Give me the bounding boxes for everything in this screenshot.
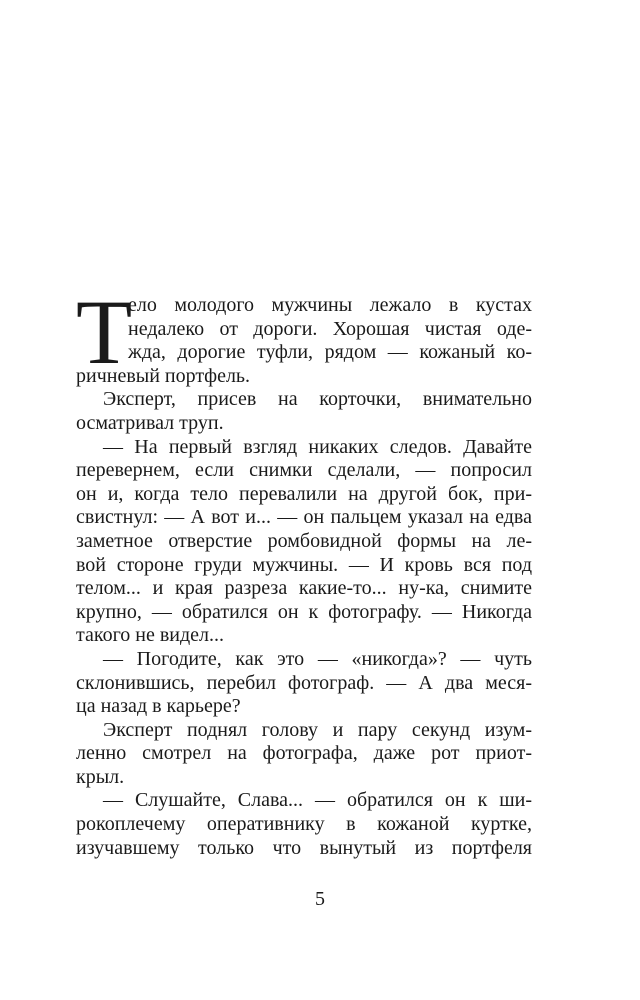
- text-line: такого не видел...: [76, 624, 225, 647]
- text-line: — Слушайте, Слава... — обратился он к ши-: [103, 789, 532, 812]
- text-line: осматривал труп.: [76, 411, 224, 434]
- text-lines: [76, 281, 532, 860]
- text-line: рокоплечему оперативнику в кожаной куртке,: [76, 813, 532, 836]
- text-line: перевернем, если снимки сделали, — попросил: [76, 459, 532, 482]
- text-line: телом... и края разреза какие-то... ну-ка, снимите: [76, 577, 532, 600]
- drop-cap: Т: [76, 281, 133, 383]
- text-line: свистнул: — А вот и... — он пальцем указал на едва: [76, 506, 532, 529]
- text-line: Эксперт, присев на корточки, внимательно: [103, 388, 532, 411]
- text-line: изучавшему только что вынутый из портфеля: [76, 836, 532, 859]
- text-line: ело молодого мужчины лежало в кустах: [128, 294, 532, 316]
- text-line: заметное отверстие ромбовидной формы на ле-: [76, 529, 532, 552]
- text-line: ца назад в карьере?: [76, 695, 241, 718]
- text-line: крыл.: [76, 765, 125, 788]
- text-line: крупно, — обратился он к фотографу. — Никогда: [76, 600, 532, 623]
- text-line: он и, когда тело перевалили на другой бок, при-: [76, 482, 532, 505]
- text-line: вой стороне груди мужчины. — И кровь вся под: [76, 553, 532, 576]
- text-line: Эксперт поднял голову и пару секунд изум-: [103, 718, 532, 741]
- page-number: 5: [315, 888, 325, 910]
- text-line: ричневый портфель.: [76, 364, 251, 387]
- text-line: жда, дорогие туфли, рядом — кожаный ко-: [128, 341, 532, 364]
- text-line: — Погодите, как это — «никогда»? — чуть: [103, 647, 532, 670]
- body-text: [76, 281, 532, 860]
- text-line: недалеко от дороги. Хорошая чистая оде-: [128, 317, 532, 340]
- text-line: склонившись, перебил фотограф. — А два меся-: [76, 671, 532, 694]
- text-line: — На первый взгляд никаких следов. Давайте: [103, 435, 532, 458]
- text-line: ленно смотрел на фотографа, даже рот приот-: [76, 742, 532, 765]
